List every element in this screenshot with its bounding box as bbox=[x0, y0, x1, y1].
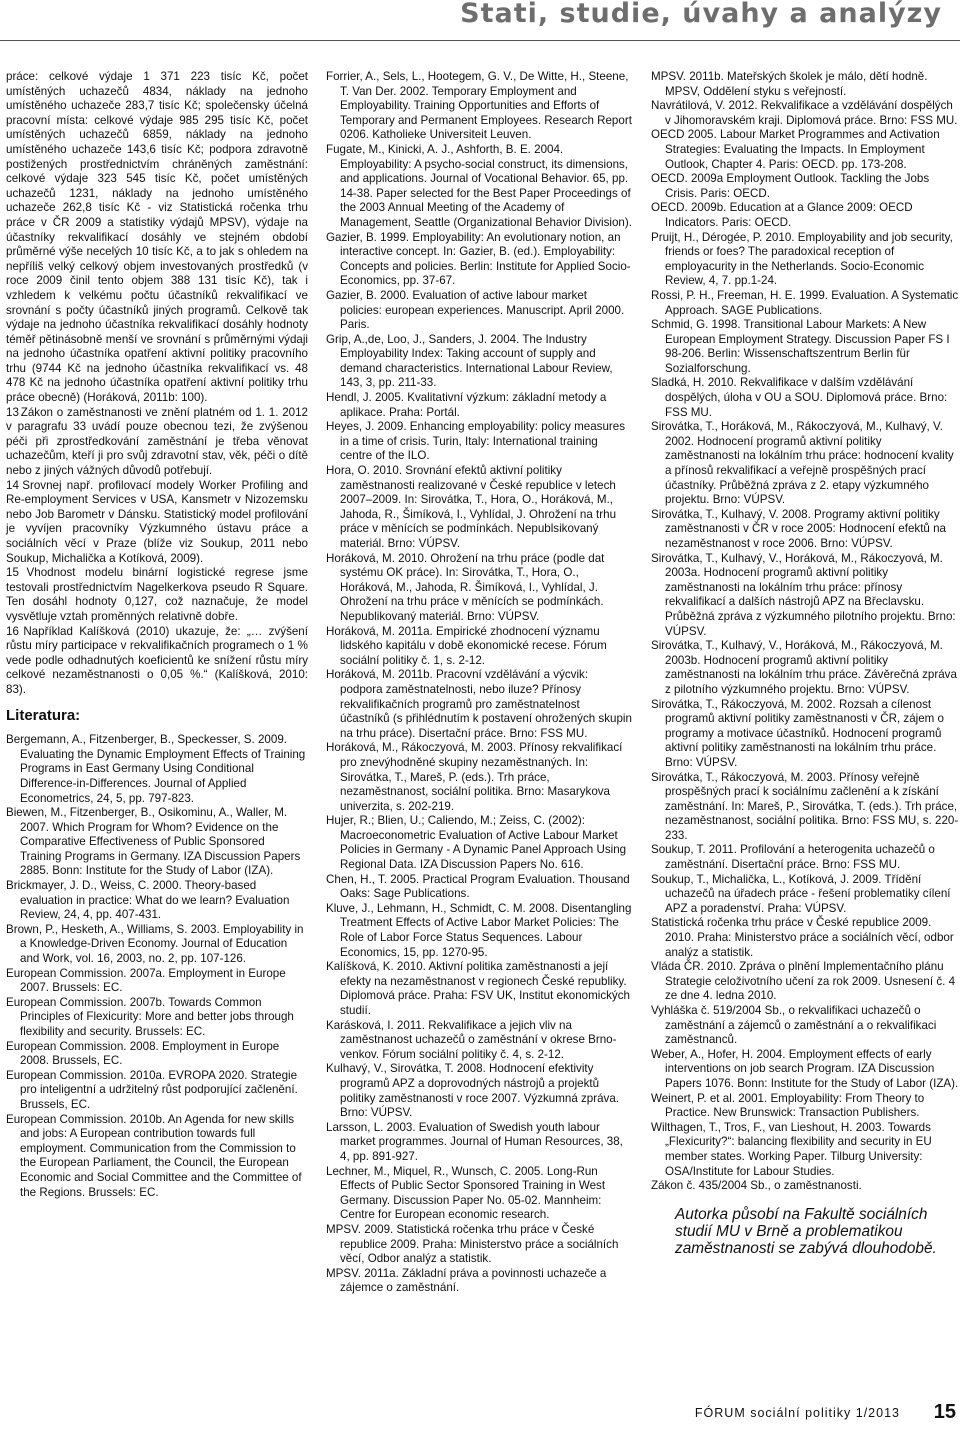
reference-item: European Commission. 2007a. Employment in Europe 2007. Brussels: EC. bbox=[6, 966, 286, 995]
reference-item: Bergemann, A., Fitzenberger, B., Speckesser, S. 2009. Evaluating the Dynamic Employment Effects of Training Programs in East Germany Using Conditional Difference-in-Differences. Journal of Applied Econometrics, 24, 5, pp. 797-823. bbox=[6, 733, 306, 805]
reference-item: Schmid, G. 1998. Transitional Labour Markets: A New European Employment Strategy. Discussion Paper FS I 98-206. Berlin: Wissenschaftszentrum Berlin für Sozialforschung. bbox=[651, 318, 950, 375]
reference-item: Chen, H., T. 2005. Practical Program Evaluation. Thousand Oaks: Sage Publications. bbox=[326, 872, 630, 901]
reference-item: Kalíšková, K. 2010. Aktivní politika zaměstnanosti a její efekty na nezaměstnanost v regionech České republiky. Diplomová práce. Praha: FSV UK, Institut ekonomických studií. bbox=[326, 960, 630, 1017]
reference-item: Hendl, J. 2005. Kvalitativní výzkum: základní metody a aplikace. Praha: Portál. bbox=[326, 391, 607, 419]
reference-item: Vyhláška č. 519/2004 Sb., o rekvalifikaci uchazečů o zaměstnání a zájemců o zaměstnání a o rekvalifikaci zaměstnanců. bbox=[651, 1004, 937, 1047]
reference-item: MPSV. 2011b. Mateřských školek je málo, dětí hodně. MPSV, Oddělení styku s veřejností. bbox=[651, 70, 928, 98]
reference-item: Sirovátka, T., Rákoczyová, M. 2002. Rozsah a cílenost programů aktivní politiky zaměstnanosti v ČR, zájem o programy a motivace účastníků. Hodnocení programů aktivní politiky zaměstnanosti na lokálním trhu práce. Brno: VÚPSV. bbox=[651, 697, 945, 769]
column-middle bbox=[326, 70, 632, 1296]
reference-list bbox=[6, 733, 308, 1200]
reference-item: Zákon č. 435/2004 Sb., o zaměstnanosti. bbox=[651, 1179, 862, 1193]
reference-item: Horáková, M. 2010. Ohrožení na trhu práce (podle dat systému OK práce). In: Sirovátka, T., Hora, O., Horáková, M., Jahoda, R. Šimíková, I., Vyhlídal, J. Ohrožení na trhu práce v měnících se podmínkách. Nepublikovaný materiál. Brno: VÚPSV. bbox=[326, 551, 605, 623]
page-footer bbox=[0, 1390, 960, 1430]
reference-item: Gazier, B. 1999. Employability: An evolutionary notion, an interactive concept. In: Gazier, B. (ed.). Employability: Concepts and policies. Berlin: Institute for Applied Socio-Economics, pp. 37-67. bbox=[326, 230, 631, 288]
reference-item: Navrátilová, V. 2012. Rekvalifikace a vzdělávání dospělých v Jihomoravském kraji. Diplomová práce. Brno: FSS MU. bbox=[651, 99, 958, 127]
reference-item: European Commission. 2007b. Towards Common Principles of Flexicurity: More and better jobs through flexibility and security. Brussels: EC. bbox=[6, 995, 294, 1038]
reference-item: Karásková, I. 2011. Rekvalifikace a jejich vliv na zaměstnanost uchazečů o zaměstnání v okrese Brno-venkov. Fórum sociální politiky č. 4, s. 2-12. bbox=[326, 1018, 617, 1061]
body-paragraph: práce: celkové výdaje 1 371 223 tisíc Kč, počet umístěných uchazečů 4834, náklady na jednoho umístěného uchazeče 283,7 tisíc Kč; společensky účelná pracovní místa: celkové výdaje 985 295 tisíc Kč, počet umístěných uchazečů 6859, náklady na jednoho umístěného uchazeče 143,6 tisíc Kč; podpora zdravotně postižených prostřednictvím chráněných zaměstnání: celkové výdaje 323 545 tisíc Kč, počet umístěných uchazečů 1231, náklady na jednoho umístěného uchazeče 262,8 tisíc Kč - viz Statistická ročenka trhu práce v ČR 2009 a statistiky výdajů MPSV), výdaje na účastníky rekvalifikací dosáhly ve stejném období průměrné výše necelých 10 tisíc Kč, a to jak s ohledem na nepříliš velký celkový objem investovaných prostředků (v roce 2009 činil tento objem 388 131 tisíc Kč), tak i vzhledem k velkému počtu účastníků rekvalifikací ve srovnání s počty účastníků jiných programů. Celkově tak výdaje na jednoho účastníka rekvalifikací dosáhly hodnoty téměř pětinásobně menší ve srovnání s průměrnými výdaji na jednoho účastníka opatření aktivní politiky pracovního trhu (9744 Kč na jednoho účastníka rekvalifikací vs. 48 478 Kč na jednoho účastníka opatření aktivní politiky trhu práce obecně) (Horáková, 2011b: 100). bbox=[6, 70, 308, 405]
reference-item: Sirovátka, T., Horáková, M., Rákoczyová, M., Kulhavý, V. 2002. Hodnocení programů aktivní politiky zaměstnanosti na lokálním trhu práce: hodnocení kvality a přínosů rekvalifikací a veřejně prospěšných prací účastníky. Průběžná zpráva z 2. etapy výzkumného projektu. Brno: VÚPSV. bbox=[651, 420, 954, 507]
reference-item: Horáková, M. 2011a. Empirické zhodnocení významu lidského kapitálu v době ekonomické recese. Fórum sociální politiky č. 1, s. 2-12. bbox=[326, 624, 607, 667]
reference-item: Biewen, M., Fitzenberger, B., Osikominu, A., Waller, M. 2007. Which Program for Whom? Evidence on the Comparative Effectiveness of Public Sponsored Training Programs in Germany. IZA Discussion Papers 2885. Bonn: Institute for the Study of Labor (IZA). bbox=[6, 806, 301, 878]
reference-item: OECD 2005. Labour Market Programmes and Activation Strategies: Evaluating the Impacts. In Employment Outlook, Chapter 4. Paris: OECD. pp. 173-208. bbox=[651, 128, 940, 171]
reference-item: Sirovátka, T., Kulhavý, V., Horáková, M., Rákoczyová, M. 2003b. Hodnocení programů aktivní politiky zaměstnanosti na lokálním trhu práce. Závěrečná zpráva z pilotního výzkumného projektu. Brno: VÚPSV. bbox=[651, 639, 957, 696]
reference-item: Soukup, T. 2011. Profilování a heterogenita uchazečů o zaměstnání. Disertační práce. Brno: FSS MU. bbox=[651, 843, 935, 872]
reference-item: Pruijt, H., Dérogée, P. 2010. Employability and job security, friends or foes? The paradoxical reception of employacurity in the Netherlands. Socio-Economic Review, 4, 7. pp.1-24. bbox=[651, 230, 953, 288]
reference-item: European Commission. 2010a. EVROPA 2020. Strategie pro inteligentní a udržitelný růst podporující začlenění. Brussels, EC. bbox=[6, 1068, 298, 1111]
reference-item: OECD. 2009a Employment Outlook. Tackling the Jobs Crisis. Paris: OECD. bbox=[651, 172, 930, 200]
reference-item: Hora, O. 2010. Srovnání efektů aktivní politiky zaměstnanosti realizované v České republice v letech 2007–2009. In: Sirovátka, T., Hora, O., Horáková, M., Jahoda, R., Šimíková, I., Vyhlídal, J. Ohrožení na trhu práce v měnících se podmínkách. Nepublsikovaný materiál. Brno: VÚPSV. bbox=[326, 464, 617, 550]
reference-item: Sladká, H. 2010. Rekvalifikace v dalším vzdělávání dospělých, úloha v OU a SOU. Diplomová práce. Brno: FSS MU. bbox=[651, 376, 948, 419]
column-right bbox=[651, 70, 959, 1257]
reference-item: Brown, P., Hesketh, A., Williams, S. 2003. Employability in a Knowledge-Driven Economy. Journal of Education and Work, vol. 16, 2003, no. 2, pp. 107-126. bbox=[6, 922, 304, 966]
reference-item: Kluve, J., Lehmann, H., Schmidt, C. M. 2008. Disentangling Treatment Effects of Active Labor Market Policies: The Role of Labor Force Status Sequences. Labour Economics, 15, pp. 1270-95. bbox=[326, 901, 632, 959]
reference-item: Vláda ČR. 2010. Zpráva o plnění Implementačního plánu Strategie celoživotního učení za rok 2009. Usnesení č. 4 ze dne 4. ledna 2010. bbox=[651, 960, 956, 1003]
reference-item: European Commission. 2008. Employment in Europe 2008. Brussels, EC. bbox=[6, 1039, 280, 1068]
reference-item: Sirovátka, T., Kulhavý, V. 2008. Programy aktivní politiky zaměstnanosti v ČR v roce 2005: Hodnocení efektů na nezaměstnanost v roce 2006. Brno: VÚPSV. bbox=[651, 507, 946, 550]
footnote: 16 Například Kalíšková (2010) ukazuje, že: „… zvýšení růstu míry participace v rekvalifikačních programech o 1 % vede podle odhadnutých koeficientů ke snížení růstu míry celkové nezaměstnanosti o 0,05 %.“ (Kalíšková, 2010: 83). bbox=[6, 624, 308, 696]
column-left bbox=[6, 70, 308, 1200]
reference-item: Rossi, P. H., Freeman, H. E. 1999. Evaluation. A Systematic Approach. SAGE Publications. bbox=[651, 288, 959, 317]
page-number: 15 bbox=[933, 1401, 956, 1423]
journal-name: FÓRUM sociální politiky 1/2013 bbox=[694, 1406, 900, 1420]
reference-item: OECD. 2009b. Education at a Glance 2009: OECD Indicators. Paris: OECD. bbox=[651, 201, 913, 229]
reference-item: Wilthagen, T., Tros, F., van Lieshout, H. 2003. Towards „Flexicurity?“: balancing flexibility and security in EU member states. Working Paper. Tilburg University: OSA/Institute for Labour Studies. bbox=[651, 1120, 932, 1178]
footnote: 14 Srovnej např. profilovací modely Worker Profiling and Re-employment Services v USA, Kansmetr v Nizozemsku nebo Job Barometr v Dánsku. Statistický model profilování je vyvíjen pracovníky Výzkumného ústavu práce a sociálních věcí v Praze (blíže viz Soukup, 2011 nebo Soukup, Michalička a Kotíková, 2009). bbox=[6, 478, 308, 565]
author-note: Autorka působí na Fakultě sociálních studií MU v Brně a problematikou zaměstnanosti se zabývá dlouhodobě. bbox=[675, 1205, 937, 1257]
section-title: Stati, studie, úvahy a analýzy bbox=[460, 0, 942, 29]
reference-item: Kulhavý, V., Sirovátka, T. 2008. Hodnocení efektivity programů APZ a doprovodných nástrojů a projektů politiky zaměstnanosti v roce 2007. Výzkumná zpráva. Brno: VÚPSV. bbox=[326, 1062, 620, 1120]
footnotes bbox=[6, 406, 308, 698]
page-header bbox=[0, 0, 960, 41]
reference-item: Sirovátka, T., Kulhavý, V., Horáková, M., Rákoczyová, M. 2003a. Hodnocení programů aktivní politiky zaměstnanosti na lokálním trhu práce: přínosy rekvalifikací a dalších nástrojů APZ na Břeclavsku. Průběžná zpráva z výzkumného pilotního projektu. Brno: VÚPSV. bbox=[651, 551, 956, 638]
reference-item: Grip, A.,de, Loo, J., Sanders, J. 2004. The Industry Employability Index: Taking account of supply and demand characteristics. International Labour Review, 143, 3, pp. 211-33. bbox=[326, 332, 613, 390]
footnote: 13 Zákon o zaměstnanosti ve znění platném od 1. 1. 2012 v paragrafu 33 uvádí pouze obecnou tezi, že zvýšenou péči při zprostředkování zaměstnání je třeba věnovat uchazečům, kteří ji pro svůj zdravotní stav, věk, péči o dítě nebo z jiných vážných důvodů potřebují. bbox=[6, 405, 308, 478]
reference-item: Hujer, R.; Blien, U.; Caliendo, M.; Zeiss, C. (2002): Macroeconometric Evaluation of Active Labour Market Policies in Germany - A Dynamic Panel Approach Using Regional Data. IZA Discussion Papers No. 616. bbox=[326, 814, 627, 872]
reference-item: Lechner, M., Miquel, R., Wunsch, C. 2005. Long-Run Effects of Public Sector Sponsored Training in West Germany. Discussion Paper No. 05-02. Mannheim: Centre for European economic research. bbox=[326, 1164, 606, 1222]
reference-item: Soukup, T., Michalička, L., Kotíková, J. 2009. Třídění uchazečů na úřadech práce - řešení problematiky cílení APZ a poradenství. Praha: VÚPSV. bbox=[651, 872, 951, 915]
reference-item: Fugate, M., Kinicki, A. J., Ashforth, B. E. 2004. Employability: A psycho-social construct, its dimensions, and applications. Journal of Vocational Behavior. 65, pp. 14-38. Paper selected for the Best Paper Proceedings of the 2003 Annual Meeting of the Academy of Management, Seattle (Organizational Behavior Division). bbox=[326, 142, 632, 229]
references-heading: Literatura: bbox=[6, 706, 81, 724]
reference-item: Gazier, B. 2000. Evaluation of active labour market policies: european experiences. Manuscript. April 2000. Paris. bbox=[326, 288, 625, 332]
reference-item: Heyes, J. 2009. Enhancing employability: policy measures in a time of crisis. Turin, Italy: International training centre of the ILO. bbox=[326, 420, 626, 463]
reference-item: Horáková, M. 2011b. Pracovní vzdělávání a výcvik: podpora zaměstnatelnosti, nebo iluze? Přínosy rekvalifikačních programů pro zaměstnatelnost účastníků (s přihlédnutím k postavení ohrožených skupin na trhu práce). Disertační práce. Brno: FSS MU. bbox=[326, 668, 632, 740]
reference-item: European Commission. 2010b. An Agenda for new skills and jobs: A European contribution towards full employment. Communication from the Commission to the European Parliament, the Council, the European Economic and Social Committee and the Committee of the Regions. Brussels: EC. bbox=[6, 1112, 302, 1199]
reference-item: MPSV. 2011a. Základní práva a povinnosti uchazeče a zájemce o zaměstnání. bbox=[326, 1266, 607, 1295]
reference-item: Forrier, A., Sels, L., Hootegem, G. V., De Witte, H., Steene, T. Van Der. 2002. Temporary Employment and Employability. Training Opportunities and Efforts of Temporary and Permanent Employees. Research Report 0206. Katholieke Universiteit Leuven. bbox=[326, 70, 632, 142]
reference-item: Weber, A., Hofer, H. 2004. Employment effects of early interventions on job search Program. IZA Discussion Papers 1076. Bonn: Institute for the Study of Labor (IZA). bbox=[651, 1047, 959, 1090]
reference-item: Sirovátka, T., Rákoczyová, M. 2003. Přínosy veřejně prospěšných prací k sociálnímu začlenění a k získání zaměstnání. In: Mareš, P., Sirovátka, T. (eds.). Trh práce, nezaměstnanost, sociální politika. Brno: FSS MU, s. 220-233. bbox=[651, 770, 959, 842]
reference-item: Horáková, M., Rákoczyová, M. 2003. Přínosy rekvalifikací pro znevýhodněné skupiny nezaměstnaných. In: Sirovátka, T., Mareš, P. (eds.). Trh práce, nezaměstnanost, sociální politika. Brno: Masarykova univerzita, s. 202-219. bbox=[326, 741, 623, 813]
footnote: 15 Vhodnost modelu binární logistické regrese jsme testovali prostřednictvím Nagelkerkova pseudo R Square. Ten dosáhl hodnoty 0,127, což naznačuje, že model vysvětluje vztah proměnných relativně dobře. bbox=[6, 566, 308, 623]
reference-item: Brickmayer, J. D., Weiss, C. 2000. Theory-based evaluation in practice: What do we learn? Evaluation Review, 24, 4, pp. 407-431. bbox=[6, 879, 290, 922]
reference-item: MPSV. 2009. Statistická ročenka trhu práce v České republice 2009. Praha: Ministerstvo práce a sociálních věcí, Odbor analýz a statistik. bbox=[326, 1222, 619, 1266]
reference-item: Statistická ročenka trhu práce v České republice 2009. 2010. Praha: Ministerstvo práce a sociálních věcí, odbor analýz a statistik. bbox=[651, 916, 954, 959]
reference-item: Larsson, L. 2003. Evaluation of Swedish youth labour market programmes. Journal of Human Resources, 38, 4, pp. 891-927. bbox=[326, 1120, 623, 1163]
reference-item: Weinert, P. et al. 2001. Employability: From Theory to Practice. New Brunswick: Transaction Publishers. bbox=[651, 1091, 925, 1120]
